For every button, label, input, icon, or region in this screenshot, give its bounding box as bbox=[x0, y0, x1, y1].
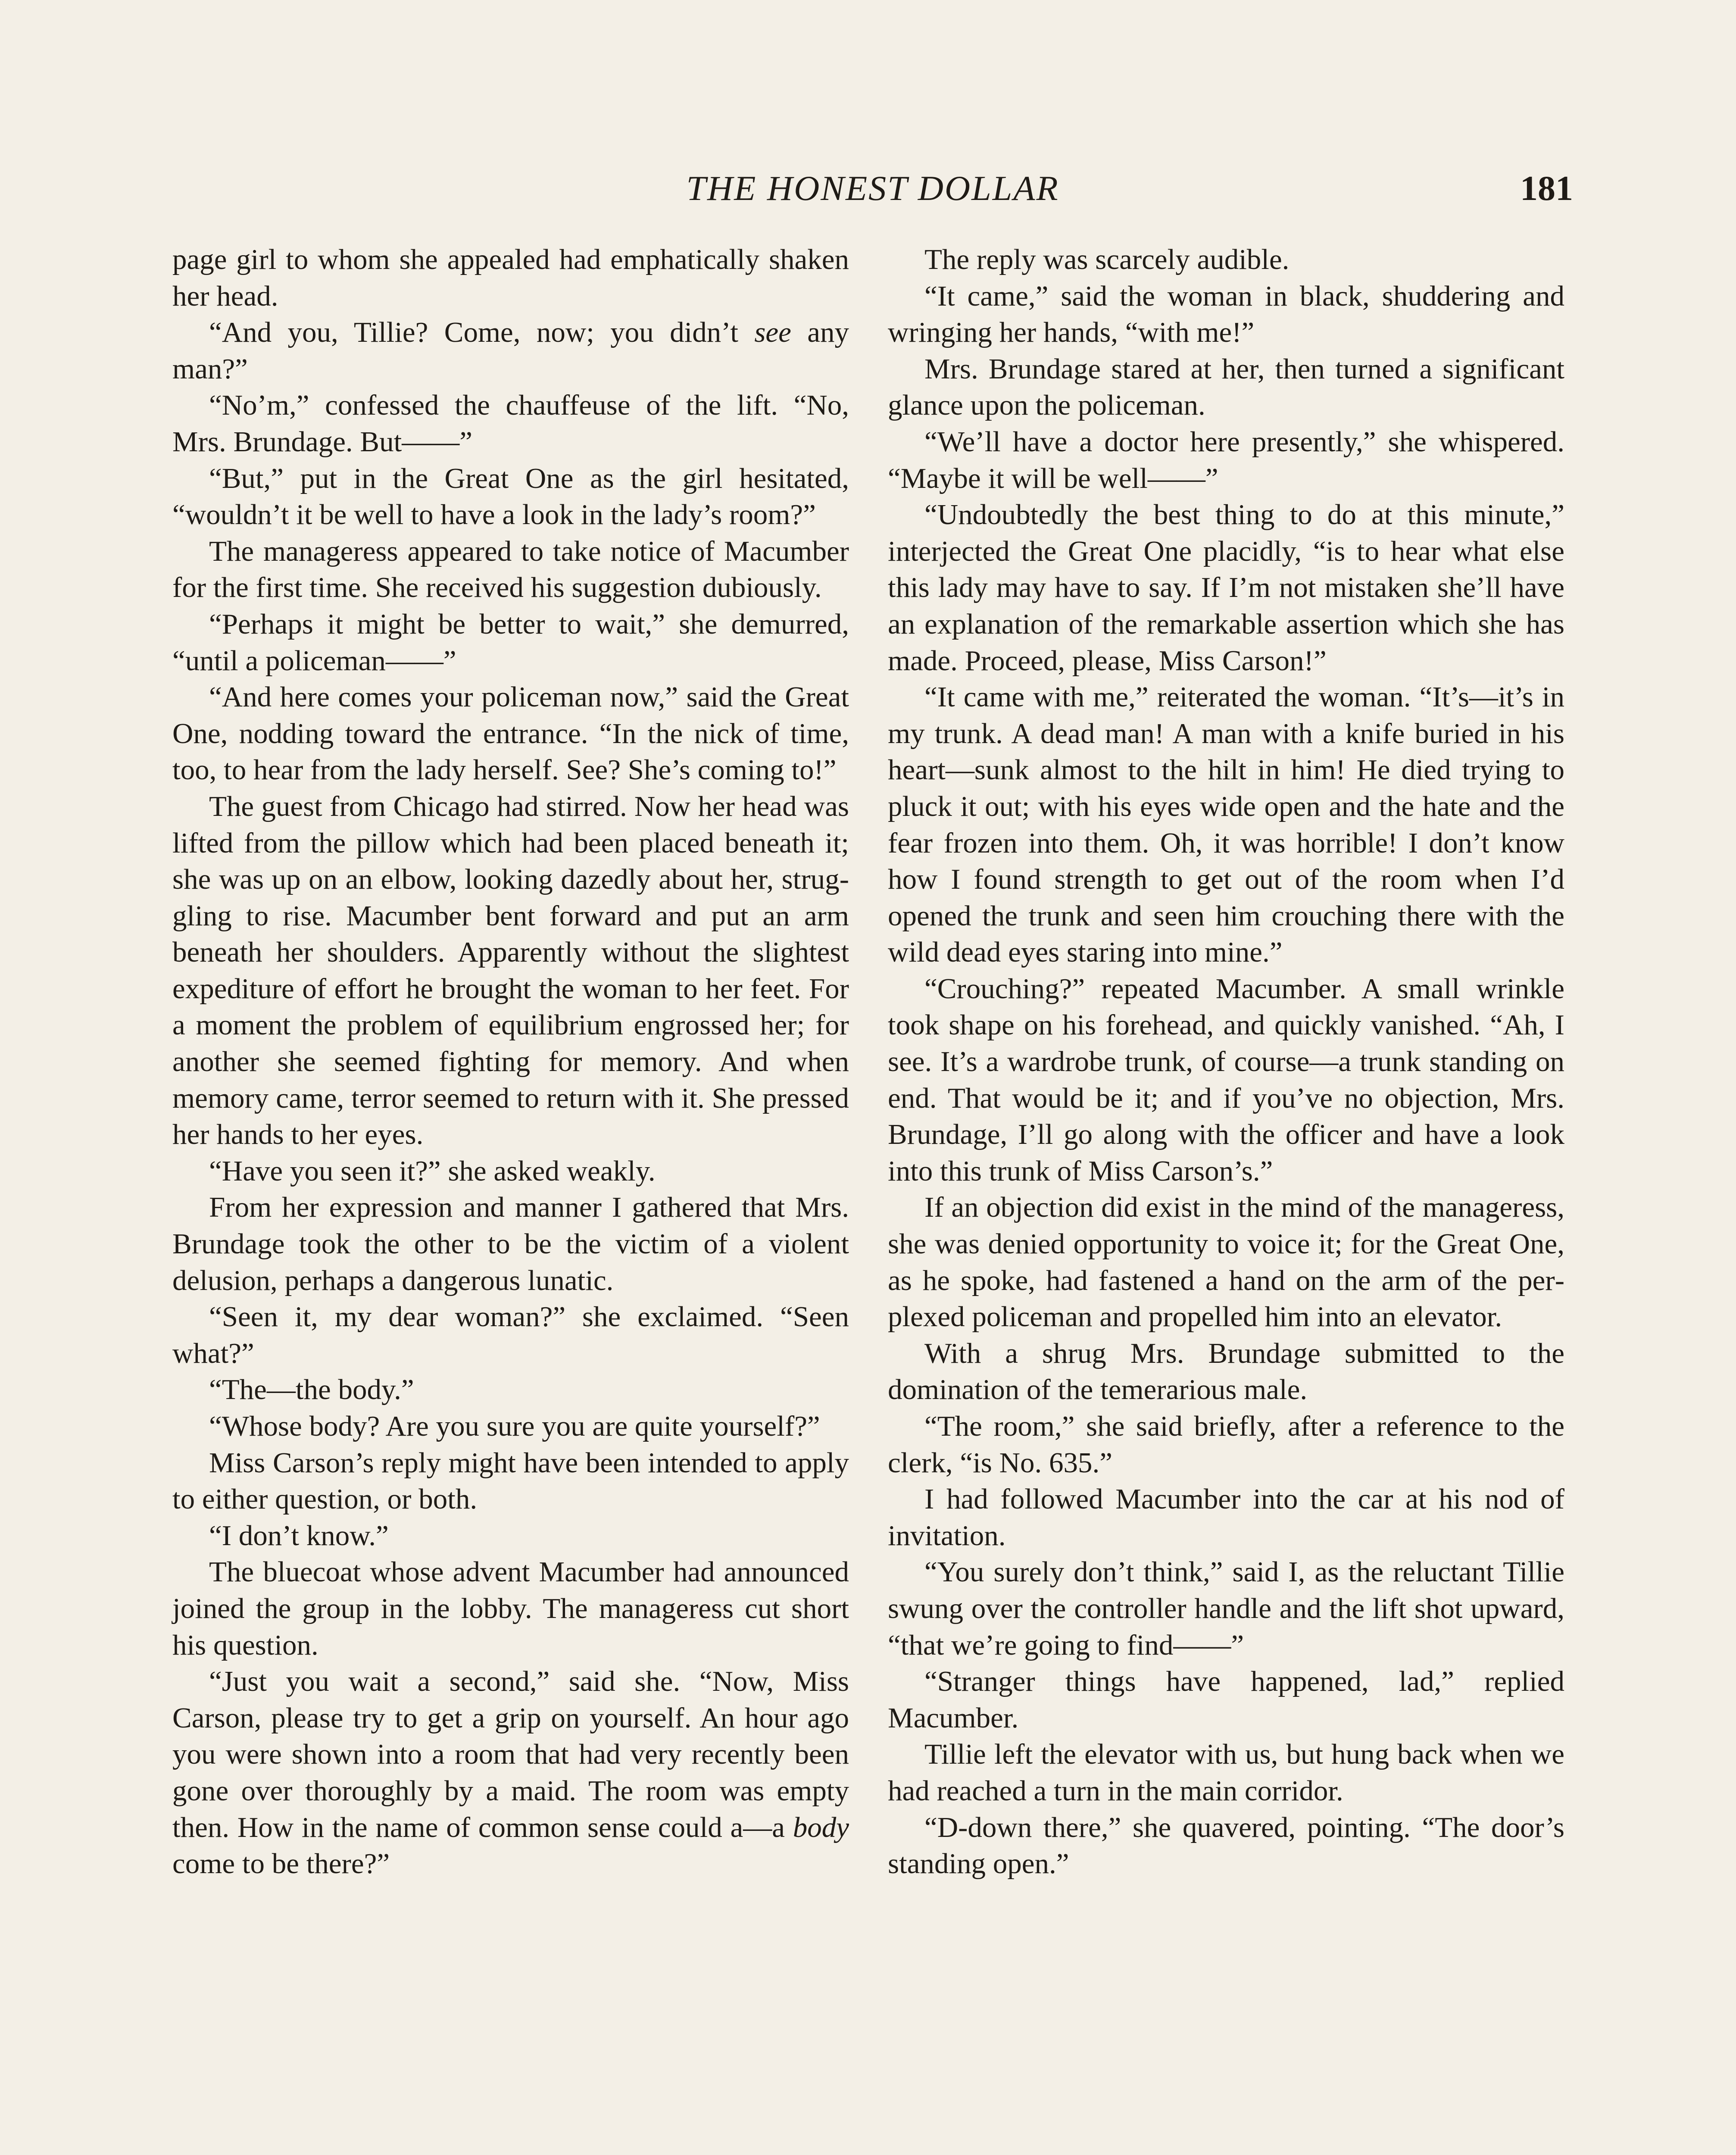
paragraph bbox=[172, 788, 849, 1153]
paragraph bbox=[172, 533, 849, 606]
paragraph bbox=[888, 679, 1564, 971]
paragraph bbox=[888, 1408, 1564, 1481]
paragraph bbox=[172, 1153, 849, 1190]
text-run: “Just you wait a second,” said she. “Now, Miss Carson, please try to get a grip on yourself. An hour ago you were shown into a room that had very recently been gone over thoroughly by a maid. The room was empty then. How in the name of common sense could a—a bbox=[172, 1665, 849, 1843]
text-run: With a shrug Mrs. Brundage submitted to the domination of the temerarious male. bbox=[888, 1337, 1564, 1406]
text-run: “D-down there,” she quavered, pointing. “The door’s standing open.” bbox=[888, 1811, 1564, 1880]
paragraph bbox=[172, 387, 849, 460]
paragraph bbox=[172, 1189, 849, 1299]
right-column bbox=[888, 241, 1564, 1882]
text-run: “Crouching?” repeated Macumber. A small wrinkle took shape on his forehead, and quickly vanished. “Ah, I see. It’s a wardrobe trunk, of course—a trunk standing on end. That would be it; and if you’ve no objection, Mrs. Brundage, I’ll go along with the officer and have a look into this trunk of Miss Carson’s.” bbox=[888, 972, 1564, 1187]
paragraph bbox=[172, 606, 849, 679]
paragraph bbox=[888, 1335, 1564, 1408]
text-run: “We’ll have a doctor here presently,” she whispered. “Maybe it will be well——” bbox=[888, 425, 1564, 494]
paragraph bbox=[888, 971, 1564, 1190]
text-run: “Perhaps it might be better to wait,” she demurred, “until a policeman——” bbox=[172, 608, 849, 677]
text-run: “You surely don’t think,” said I, as the reluctant Tillie swung over the controller handle and the lift shot upward, “that we’re going to find——” bbox=[888, 1556, 1564, 1661]
page-number: 181 bbox=[1520, 169, 1573, 208]
text-run: The guest from Chicago had stirred. Now her head was lifted from the pillow which had been placed beneath it; she was up on an elbow, looking dazedly about her, struggling to rise. Macumber bent forward and put an arm beneath her shoulders. Apparently without the slightest expediture of effort he brought the woman to her feet. For a moment the problem of equilibrium engrossed her; for another she seemed fighting for memory. And when memory came, terror seemed to return with it. She pressed her hands to her eyes. bbox=[172, 790, 849, 1151]
text-run: The manageress appeared to take notice of Macumber for the first time. She received his suggestion dubiously. bbox=[172, 535, 849, 604]
text-run: “I don’t know.” bbox=[209, 1519, 389, 1552]
text-run: I had followed Macumber into the car at his nod of invitation. bbox=[888, 1483, 1564, 1552]
text-run: The bluecoat whose advent Macumber had announced joined the group in the lobby. The manageress cut short his question. bbox=[172, 1556, 849, 1661]
paragraph bbox=[888, 1189, 1564, 1335]
text-run: any man?” bbox=[172, 316, 849, 385]
text-run: “Undoubtedly the best thing to do at this minute,” interjected the Great One placidly, “is to hear what else this lady may have to say. If I’m not mistaken she’ll have an explanation of the remarkable assertion which she has made. Proceed, please, Miss Carson!” bbox=[888, 499, 1564, 677]
text-run: “No’m,” confessed the chauffeuse of the lift. “No, Mrs. Brundage. But——” bbox=[172, 389, 849, 458]
paragraph bbox=[172, 241, 849, 314]
text-run: The reply was scarcely audible. bbox=[924, 244, 1290, 275]
paragraph bbox=[888, 278, 1564, 351]
text-run: “The—the body.” bbox=[209, 1374, 414, 1406]
text-run: “Seen it, my dear woman?” she exclaimed. “Seen what?” bbox=[172, 1301, 849, 1369]
page-header bbox=[172, 168, 1573, 216]
paragraph bbox=[172, 1518, 849, 1554]
text-run: Miss Carson’s reply might have been intended to apply to either question, or both. bbox=[172, 1446, 849, 1515]
text-run: Tillie left the elevator with us, but hung back when we had reached a turn in the main corridor. bbox=[888, 1738, 1564, 1807]
text-run: Mrs. Brundage stared at her, then turned a significant glance upon the policeman. bbox=[888, 353, 1564, 422]
text-run: page girl to whom she appealed had emphatically shaken her head. bbox=[172, 244, 849, 312]
text-run: “The room,” she said briefly, after a reference to the clerk, “is No. 635.” bbox=[888, 1410, 1564, 1479]
paragraph bbox=[172, 314, 849, 387]
emphasized-text: see bbox=[754, 316, 791, 349]
left-column bbox=[172, 241, 849, 1882]
paragraph bbox=[888, 1663, 1564, 1736]
paragraph bbox=[888, 1481, 1564, 1554]
text-run: “Have you seen it?” she asked weakly. bbox=[209, 1155, 656, 1187]
text-run: come to be there?” bbox=[172, 1848, 390, 1880]
running-title: THE HONEST DOLLAR bbox=[686, 169, 1059, 208]
paragraph bbox=[888, 351, 1564, 424]
paragraph bbox=[888, 1736, 1564, 1809]
paragraph bbox=[172, 1299, 849, 1371]
paragraph bbox=[172, 1663, 849, 1882]
paragraph bbox=[172, 679, 849, 788]
paragraph bbox=[172, 1408, 849, 1445]
text-run: If an objection did exist in the mind of the manageress, she was denied opportunity to voice it; for the Great One, as he spoke, had fastened a hand on the arm of the perplexed policeman and propelled him into an elevator. bbox=[888, 1191, 1564, 1333]
emphasized-text: body bbox=[793, 1811, 849, 1843]
paragraph bbox=[172, 1554, 849, 1663]
text-run: “And you, Tillie? Come, now; you didn’t bbox=[209, 316, 755, 349]
paragraph bbox=[888, 1554, 1564, 1663]
paragraph bbox=[888, 424, 1564, 497]
paragraph bbox=[172, 1371, 849, 1408]
text-run: “Stranger things have happened, lad,” replied Macumber. bbox=[888, 1665, 1564, 1734]
text-run: “Whose body? Are you sure you are quite yourself?” bbox=[209, 1410, 820, 1442]
paragraph bbox=[172, 1445, 849, 1518]
text-run: From her expression and manner I gathered that Mrs. Brundage took the other to be the victim of a violent delusion, perhaps a dangerous lunatic. bbox=[172, 1191, 849, 1296]
paragraph bbox=[888, 1809, 1564, 1882]
text-run: “It came with me,” reiterated the woman. “It’s—it’s in my trunk. A dead man! A man with a knife buried in his heart—sunk almost to the hilt in him! He died trying to pluck it out; with his eyes wide open and the hate and the fear frozen into them. Oh, it was horrible! I don’t know how I found strength to get out of the room when I’d opened the trunk and seen him crouching there with the wild dead eyes staring into mine.” bbox=[888, 681, 1564, 968]
text-run: “And here comes your policeman now,” said the Great One, nodding toward the entrance. “In the nick of time, too, to hear from the lady herself. See? She’s coming to!” bbox=[172, 681, 849, 786]
text-run: “It came,” said the woman in black, shuddering and wringing her hands, “with me!” bbox=[888, 280, 1564, 349]
paragraph bbox=[888, 497, 1564, 679]
paragraph bbox=[172, 460, 849, 533]
paragraph bbox=[888, 241, 1564, 278]
text-run: “But,” put in the Great One as the girl hesitated, “wouldn’t it be well to have a look in the lady’s room?” bbox=[172, 462, 849, 531]
